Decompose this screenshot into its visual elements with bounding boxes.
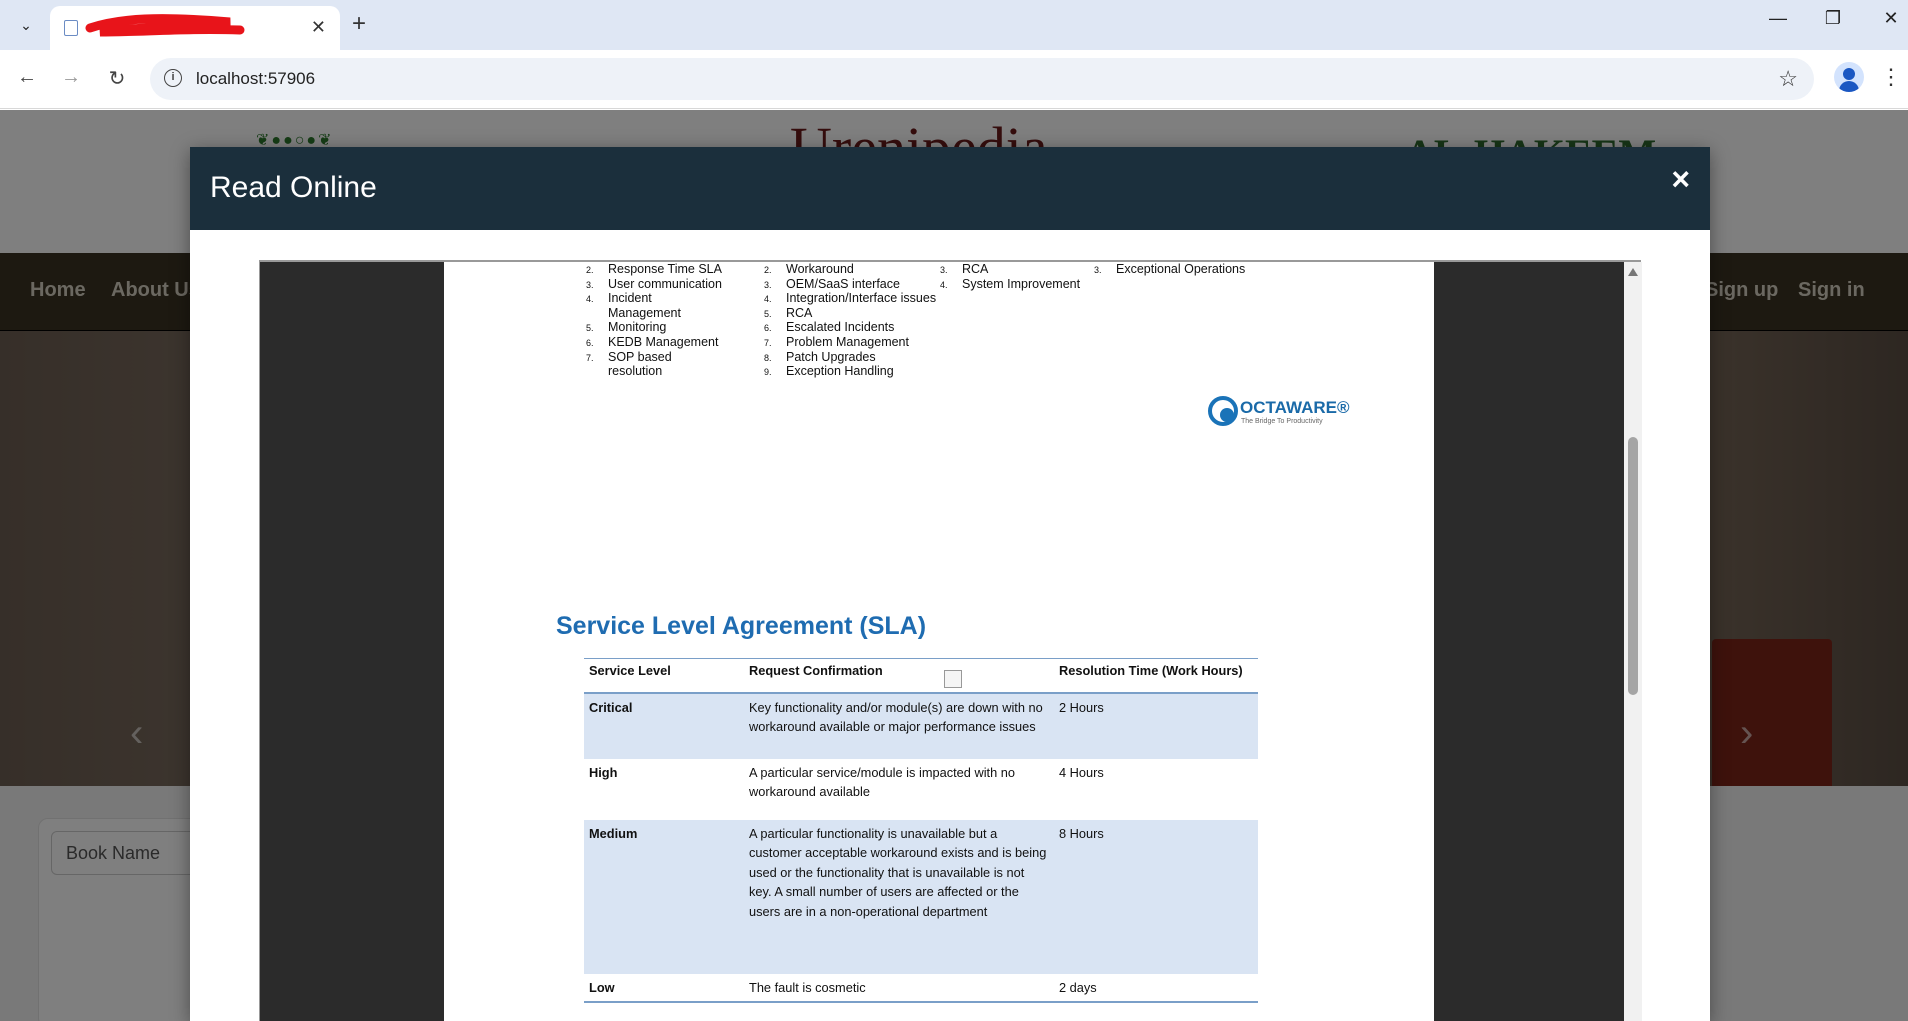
scroll-thumb[interactable] bbox=[1628, 437, 1638, 695]
sla-level: Medium bbox=[584, 820, 744, 974]
list-number: 5. bbox=[764, 308, 772, 319]
list-number: 7. bbox=[764, 337, 772, 348]
list-item bbox=[764, 350, 944, 365]
list-item bbox=[586, 335, 726, 350]
back-icon[interactable]: ← bbox=[17, 66, 37, 88]
modal-header bbox=[190, 147, 1710, 230]
site-info-icon[interactable]: i bbox=[164, 69, 182, 87]
list-number: 8. bbox=[764, 352, 772, 363]
minimize-icon[interactable]: — bbox=[1769, 8, 1787, 28]
list-text: Patch Upgrades bbox=[786, 349, 876, 364]
sla-desc: Key functionality and/or module(s) are down with no workaround available or major performance issues bbox=[744, 693, 1054, 759]
list-item bbox=[586, 262, 726, 277]
list-item bbox=[764, 306, 944, 321]
list-number: 2. bbox=[586, 265, 594, 275]
list-item bbox=[764, 335, 944, 350]
sla-header-row bbox=[584, 659, 1258, 693]
redaction-mark bbox=[80, 14, 250, 40]
new-tab-button[interactable]: + bbox=[352, 10, 367, 37]
list-number: 4. bbox=[764, 294, 772, 305]
octaware-mark-icon bbox=[1208, 396, 1238, 426]
list-item bbox=[764, 277, 944, 292]
sla-level: Low bbox=[584, 974, 744, 1003]
omnibox[interactable] bbox=[150, 58, 1814, 100]
sla-time: 8 Hours bbox=[1054, 820, 1258, 974]
logo-tagline: The Bridge To Productivity bbox=[1241, 418, 1323, 425]
profile-avatar-icon[interactable] bbox=[1834, 62, 1864, 92]
sla-time: 2 days bbox=[1054, 974, 1258, 1003]
list-text: Problem Management bbox=[786, 334, 909, 349]
pdf-list-col-2 bbox=[764, 262, 944, 379]
list-item bbox=[764, 364, 944, 379]
list-item bbox=[586, 277, 726, 292]
list-text: User communication bbox=[608, 276, 722, 291]
list-text: Exception Handling bbox=[786, 364, 894, 379]
browser-tab-bar bbox=[0, 0, 1908, 50]
list-number: 6. bbox=[586, 337, 594, 348]
sla-desc: The fault is cosmetic bbox=[744, 974, 1054, 1003]
read-online-modal bbox=[190, 147, 1710, 1021]
tab-search-button[interactable]: ⌄ bbox=[20, 16, 32, 33]
sla-desc: A particular functionality is unavailable but a customer acceptable workaround exists and is being used or the functionality that is unavailable is not key. A small number of users are affected or the users are in a non-operational department bbox=[744, 820, 1054, 974]
table-row bbox=[584, 820, 1258, 974]
list-text: Monitoring bbox=[608, 320, 667, 335]
list-number: 3. bbox=[764, 279, 772, 290]
sla-heading: Service Level Agreement (SLA) bbox=[556, 612, 927, 640]
list-item bbox=[586, 350, 726, 379]
list-number: 3. bbox=[586, 279, 594, 290]
forward-icon[interactable]: → bbox=[61, 66, 81, 88]
table-row bbox=[584, 974, 1258, 1003]
list-item bbox=[764, 262, 944, 277]
list-text: RCA bbox=[786, 305, 813, 320]
list-text: System Improvement bbox=[962, 276, 1081, 291]
list-number: 5. bbox=[586, 323, 594, 334]
list-number: 6. bbox=[764, 323, 772, 334]
list-number: 3. bbox=[1094, 265, 1102, 275]
list-text: OEM/SaaS interface bbox=[786, 276, 900, 291]
list-text: Escalated Incidents bbox=[786, 320, 895, 335]
sla-header-confirmation: Request Confirmation bbox=[744, 659, 1054, 693]
url-text[interactable]: localhost:57906 bbox=[196, 69, 316, 88]
sla-desc: A particular service/module is impacted with no workaround available bbox=[749, 764, 1016, 800]
restore-icon[interactable]: ❐ bbox=[1824, 8, 1842, 28]
reload-icon[interactable]: ↻ bbox=[108, 68, 126, 90]
list-item bbox=[586, 291, 726, 320]
tab-close-icon[interactable]: ✕ bbox=[310, 17, 326, 37]
table-row bbox=[584, 759, 1258, 820]
address-bar bbox=[0, 50, 1908, 109]
list-number: 4. bbox=[586, 294, 594, 305]
pdf-list-col-1 bbox=[586, 262, 726, 379]
sla-header-level: Service Level bbox=[584, 659, 744, 693]
list-text: Response Time SLA bbox=[608, 262, 722, 276]
list-number: 7. bbox=[586, 352, 594, 363]
list-number: 2. bbox=[764, 265, 772, 275]
list-text: Incident Management bbox=[608, 291, 681, 320]
list-item bbox=[1094, 262, 1314, 277]
sla-level: High bbox=[589, 764, 618, 780]
list-text: KEDB Management bbox=[608, 334, 719, 349]
browser-menu-icon[interactable]: ⋮ bbox=[1880, 64, 1902, 89]
modal-title: Read Online bbox=[210, 171, 377, 204]
table-row bbox=[584, 693, 1258, 759]
page-icon bbox=[64, 20, 78, 36]
pdf-viewer[interactable] bbox=[259, 260, 1641, 1021]
sla-time: 4 Hours bbox=[1059, 764, 1104, 780]
pdf-page bbox=[444, 262, 1434, 1021]
logo-name: OCTAWARE® bbox=[1240, 398, 1350, 417]
sla-table bbox=[584, 658, 1258, 1003]
window-close-icon[interactable]: ✕ bbox=[1883, 8, 1899, 28]
sla-header-resolution: Resolution Time (Work Hours) bbox=[1054, 659, 1258, 693]
scroll-up-arrow-icon[interactable] bbox=[1628, 268, 1638, 276]
list-text: SOP based resolution bbox=[608, 349, 672, 379]
pdf-list-col-4 bbox=[1094, 262, 1314, 277]
list-text: Exceptional Operations bbox=[1116, 262, 1246, 276]
list-text: Workaround bbox=[786, 262, 854, 276]
bookmark-star-icon[interactable]: ☆ bbox=[1778, 66, 1798, 91]
list-text: RCA bbox=[962, 262, 989, 276]
list-number: 9. bbox=[764, 367, 772, 378]
sla-level: Critical bbox=[584, 693, 744, 759]
list-text: Integration/Interface issues bbox=[786, 291, 937, 306]
list-item bbox=[940, 262, 1110, 277]
pdf-scrollbar[interactable] bbox=[1624, 262, 1642, 1021]
list-item bbox=[586, 320, 726, 335]
list-number: 4. bbox=[940, 279, 948, 290]
pdf-list-col-3 bbox=[940, 262, 1110, 291]
sla-time: 2 Hours bbox=[1054, 693, 1258, 759]
browser-tab[interactable] bbox=[50, 6, 340, 50]
list-item bbox=[764, 320, 944, 335]
modal-close-icon[interactable]: × bbox=[1671, 161, 1690, 197]
list-item bbox=[764, 291, 944, 306]
list-item bbox=[940, 277, 1110, 292]
list-number: 3. bbox=[940, 265, 948, 275]
